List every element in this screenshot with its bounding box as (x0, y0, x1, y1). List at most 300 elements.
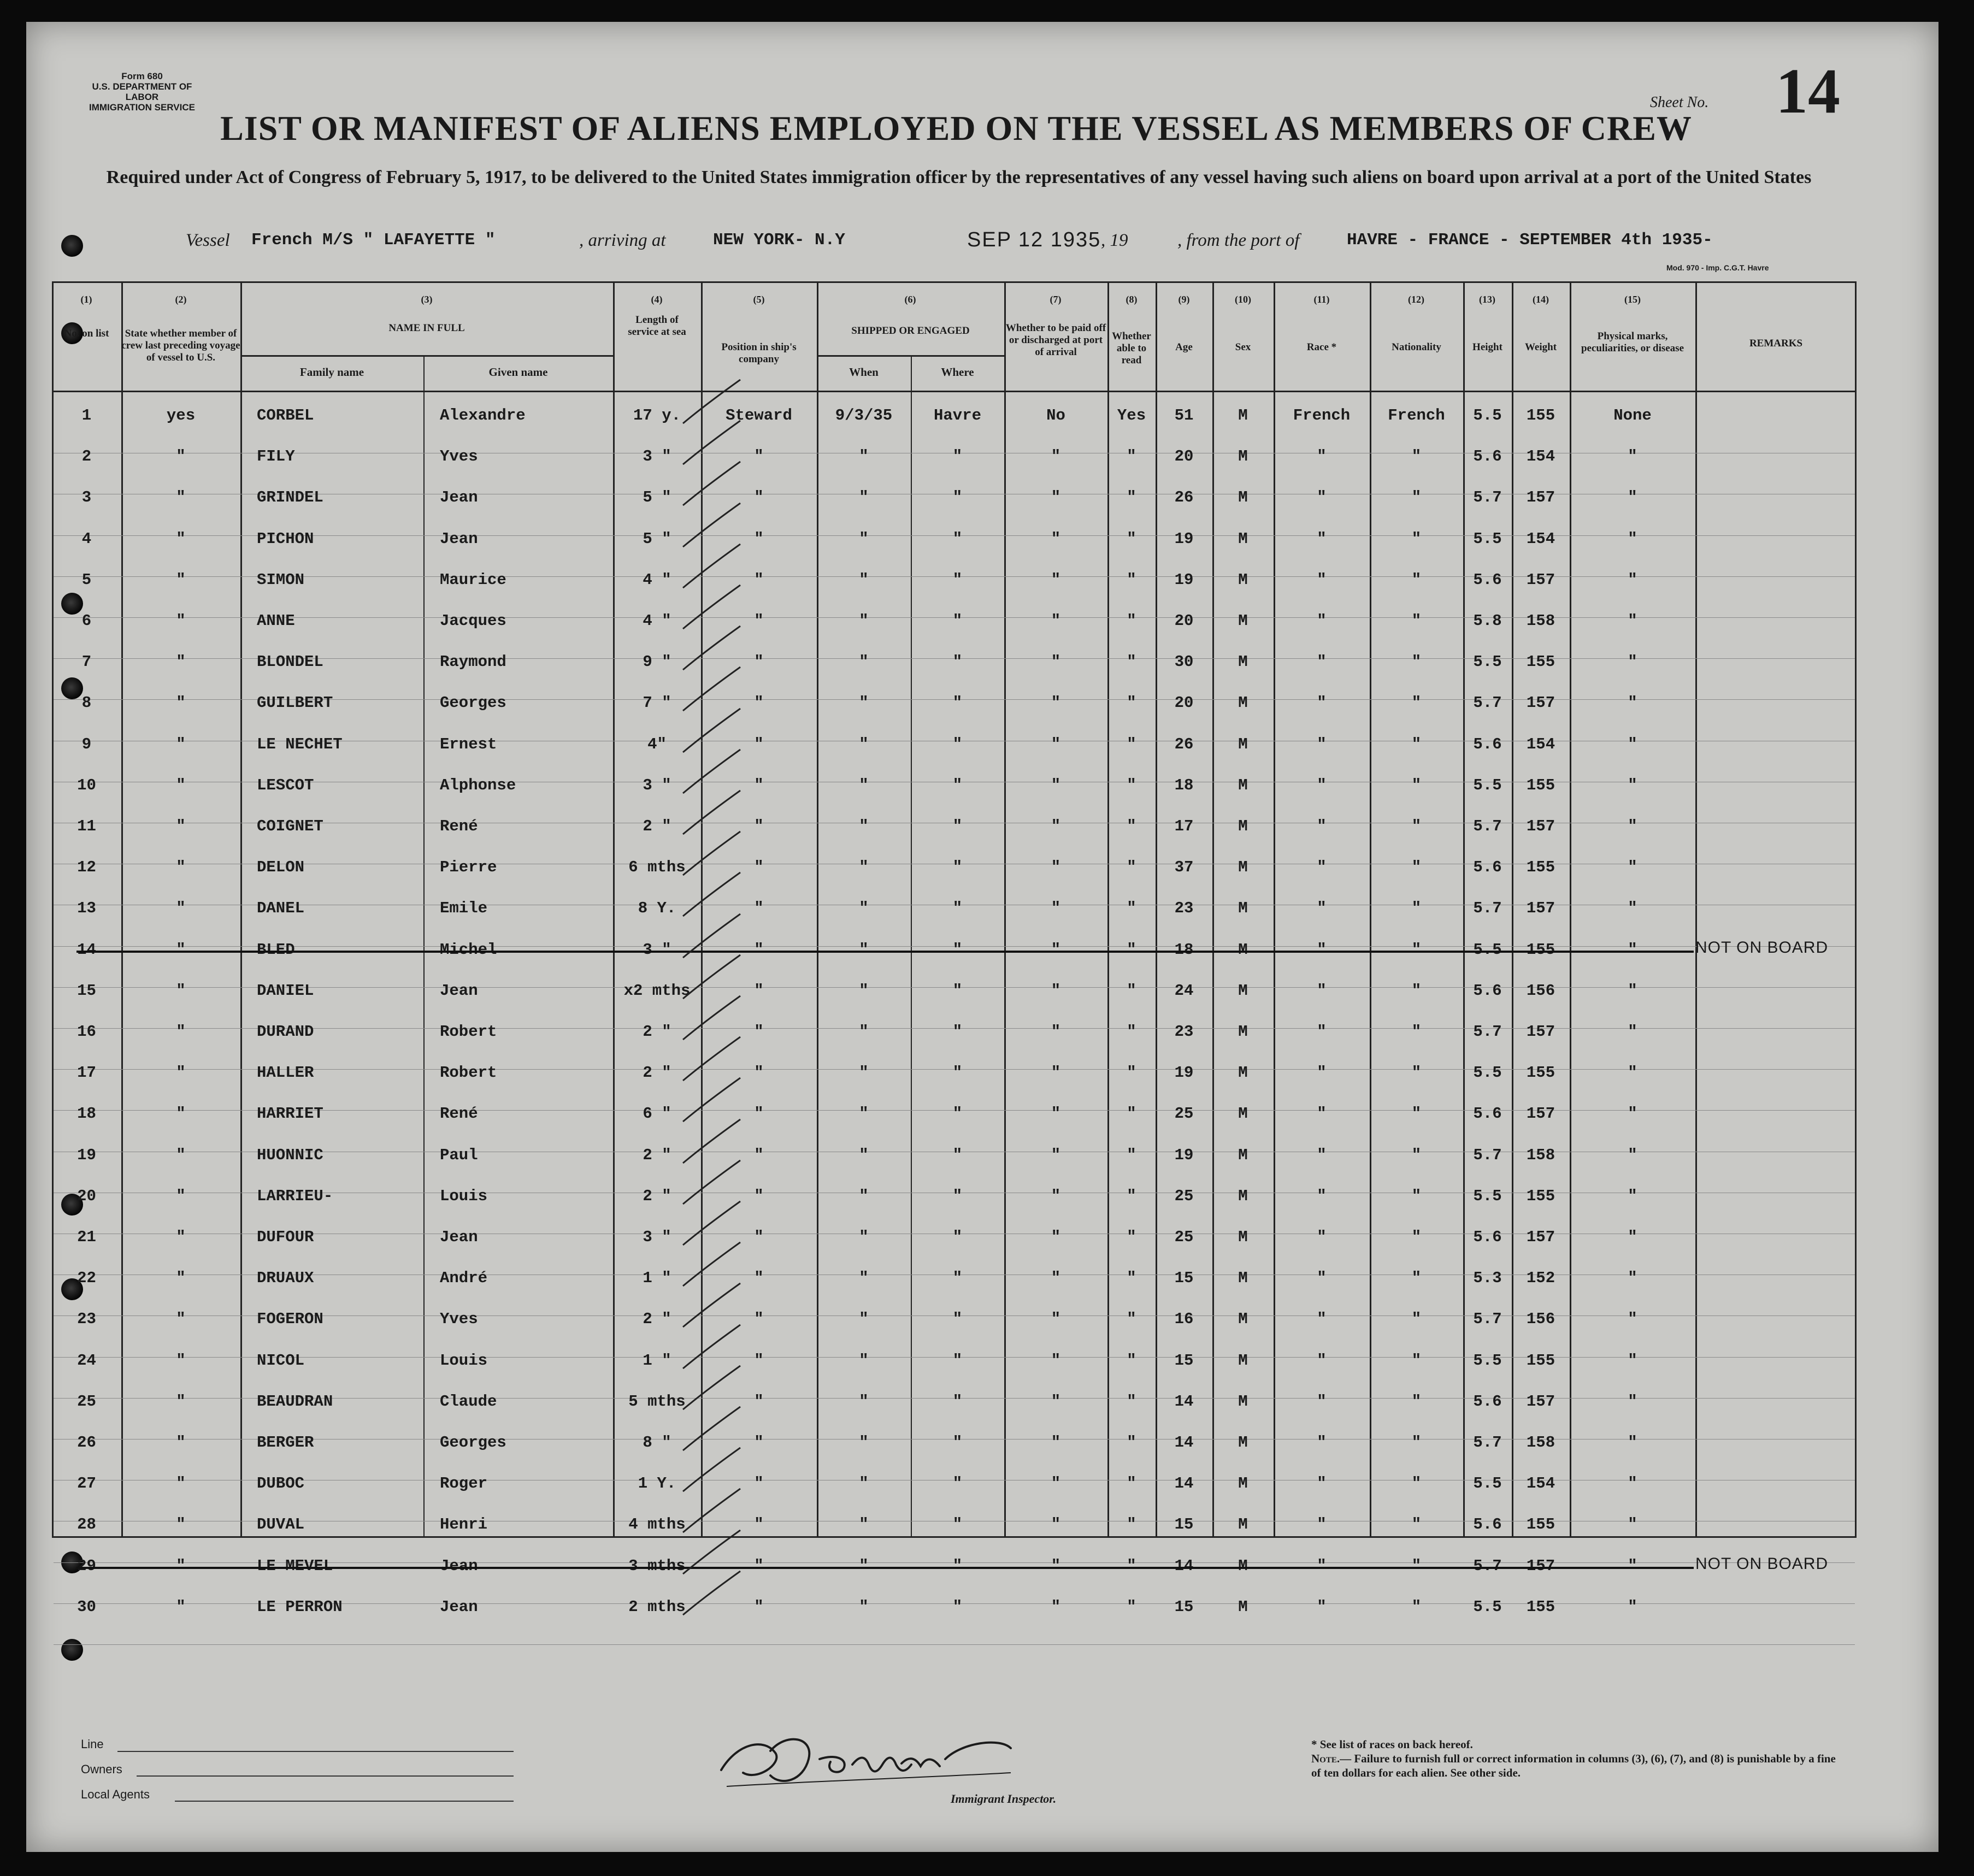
cell-shipped-where: " (952, 776, 963, 794)
cell-able-to-read: " (1127, 1269, 1136, 1288)
cell-shipped-where: " (952, 1146, 963, 1164)
cell-weight: 155 (1526, 1597, 1555, 1616)
cell-shipped-when: " (859, 1351, 869, 1370)
cell-shipped-where: " (952, 447, 963, 466)
cell-weight: 157 (1526, 694, 1555, 712)
cell-height: 5.7 (1473, 1310, 1502, 1329)
column-number: (12) (1408, 294, 1424, 305)
cell-nationality: " (1411, 488, 1422, 507)
cell-shipped-where: " (952, 1515, 963, 1534)
cell-length-of-service: 4" (647, 735, 667, 753)
cell-shipped-when: " (859, 1187, 869, 1205)
cell-length-of-service: 5 mths (628, 1392, 686, 1411)
header-race: Race * (1306, 341, 1337, 353)
header-age: Age (1175, 341, 1193, 353)
cell-length-of-service: 8 " (643, 1433, 671, 1452)
cell-shipped-when: " (859, 1269, 869, 1288)
cell-position: Steward (726, 406, 792, 424)
column-number: (6) (904, 294, 916, 305)
cell-family-name: HUONNIC (257, 1146, 323, 1164)
cell-given-name: Jean (440, 1556, 478, 1575)
cell-row-number: 5 (81, 570, 92, 589)
cell-shipped-where: " (952, 1474, 963, 1493)
cell-family-name: NICOL (257, 1351, 305, 1370)
cell-paid-off: " (1051, 1105, 1061, 1123)
cell-family-name: DURAND (257, 1023, 314, 1041)
cell-height: 5.6 (1473, 570, 1502, 589)
cell-shipped-when: " (859, 817, 869, 835)
cell-age: 15 (1174, 1269, 1194, 1288)
cell-physical-marks: " (1628, 1269, 1637, 1288)
cell-remarks: NOT ON BOARD (1695, 938, 1829, 957)
sheet-number-label: Sheet No. (1650, 94, 1709, 111)
cell-given-name: René (440, 817, 478, 835)
printer-note: Mod. 970 - Imp. C.G.T. Havre (1666, 263, 1769, 272)
cell-row-number: 30 (77, 1597, 96, 1616)
cell-position: " (754, 1515, 764, 1534)
cell-weight: 155 (1526, 1515, 1555, 1534)
cell-shipped-where: " (952, 488, 963, 507)
cell-given-name: Louis (440, 1187, 488, 1205)
cell-race: " (1317, 529, 1327, 548)
cell-length-of-service: 2 " (643, 1023, 671, 1041)
cell-paid-off: " (1051, 1515, 1061, 1534)
cell-physical-marks: " (1628, 776, 1637, 794)
cell-nationality: " (1411, 1269, 1422, 1288)
cell-given-name: André (440, 1269, 488, 1288)
cell-length-of-service: 9 " (643, 653, 671, 671)
cell-family-name: DUBOC (257, 1474, 305, 1493)
cell-nationality: " (1411, 1597, 1422, 1616)
cell-row-number: 3 (81, 488, 92, 507)
cell-previous-voyage: " (176, 1187, 186, 1205)
cell-age: 14 (1174, 1556, 1194, 1575)
cell-nationality: " (1411, 1187, 1422, 1205)
cell-race: " (1317, 817, 1327, 835)
cell-length-of-service: x2 mths (623, 981, 691, 1000)
cell-given-name: Roger (440, 1474, 488, 1493)
cell-paid-off: " (1051, 981, 1061, 1000)
cell-row-number: 7 (81, 653, 92, 671)
cell-nationality: " (1411, 981, 1422, 1000)
cell-paid-off: " (1051, 447, 1061, 466)
cell-paid-off: " (1051, 1146, 1061, 1164)
cell-given-name: Yves (440, 447, 478, 466)
cell-age: 15 (1174, 1515, 1194, 1534)
cell-age: 25 (1174, 1187, 1194, 1205)
header-no-on-list: No. on list (64, 328, 109, 339)
cell-shipped-when: " (859, 447, 869, 466)
cell-height: 5.8 (1473, 612, 1502, 630)
cell-given-name: René (440, 1105, 478, 1123)
header-nationality: Nationality (1392, 341, 1441, 353)
cell-nationality: " (1411, 1105, 1422, 1123)
cell-able-to-read: " (1127, 1433, 1136, 1452)
cell-sex: M (1238, 1310, 1248, 1329)
cell-race: " (1317, 653, 1327, 671)
cell-sex: M (1238, 858, 1248, 877)
cell-shipped-when: " (859, 653, 869, 671)
cell-able-to-read: " (1127, 776, 1136, 794)
cell-shipped-where: " (952, 612, 963, 630)
header-where: Where (941, 365, 974, 379)
cell-age: 15 (1174, 1351, 1194, 1370)
cell-length-of-service: 5 " (643, 488, 671, 507)
cell-shipped-when: " (859, 1433, 869, 1452)
cell-given-name: Jean (440, 529, 478, 548)
cell-shipped-where: " (952, 653, 963, 671)
cell-race: " (1317, 1556, 1327, 1575)
cell-height: 5.5 (1473, 653, 1502, 671)
cell-nationality: " (1411, 1433, 1422, 1452)
cell-nationality: " (1411, 694, 1422, 712)
cell-length-of-service: 4 " (643, 612, 671, 630)
cell-shipped-where: " (952, 1433, 963, 1452)
cell-sex: M (1238, 1597, 1248, 1616)
column-number: (3) (421, 294, 433, 305)
cell-nationality: " (1411, 1556, 1422, 1575)
form-number: Form 680 (121, 71, 163, 81)
cell-weight: 154 (1526, 1474, 1555, 1493)
cell-able-to-read: Yes (1117, 406, 1146, 424)
form-identifier (82, 71, 202, 113)
cell-height: 5.5 (1473, 406, 1502, 424)
cell-weight: 155 (1526, 1351, 1555, 1370)
cell-paid-off: " (1051, 735, 1061, 753)
cell-physical-marks: " (1628, 1228, 1637, 1246)
header-paid-off: Whether to be paid off or discharged at port of arrival (1005, 322, 1106, 358)
cell-physical-marks: " (1628, 1392, 1637, 1411)
cell-race: " (1317, 735, 1327, 753)
cell-able-to-read: " (1127, 940, 1136, 959)
cell-row-number: 26 (77, 1433, 96, 1452)
cell-length-of-service: 1 " (643, 1351, 671, 1370)
cell-height: 5.7 (1473, 488, 1502, 507)
cell-shipped-where: " (952, 1310, 963, 1329)
cell-shipped-when: " (859, 1310, 869, 1329)
cell-paid-off: " (1051, 612, 1061, 630)
cell-age: 24 (1174, 981, 1194, 1000)
cell-race: " (1317, 612, 1327, 630)
cell-age: 19 (1174, 570, 1194, 589)
cell-position: " (754, 1023, 764, 1041)
cell-weight: 157 (1526, 1392, 1555, 1411)
cell-length-of-service: 2 " (643, 1064, 671, 1082)
cell-row-number: 25 (77, 1392, 96, 1411)
cell-given-name: Robert (440, 1023, 497, 1041)
cell-paid-off: " (1051, 1351, 1061, 1370)
footer-local-agents-label: Local Agents (81, 1787, 150, 1801)
cell-paid-off: " (1051, 570, 1061, 589)
punch-hole (61, 1639, 83, 1661)
cell-given-name: Jean (440, 1597, 478, 1616)
cell-physical-marks: " (1628, 1556, 1637, 1575)
header-height: Height (1472, 341, 1502, 353)
cell-able-to-read: " (1127, 653, 1136, 671)
cell-height: 5.7 (1473, 899, 1502, 918)
from-port: HAVRE - FRANCE - SEPTEMBER 4th 1935- (1347, 231, 1713, 250)
page-title: LIST OR MANIFEST OF ALIENS EMPLOYED ON THE VESSEL AS MEMBERS OF CREW (220, 109, 1692, 148)
cell-nationality: " (1411, 1146, 1422, 1164)
header-shipped-or-engaged: SHIPPED OR ENGAGED (851, 325, 970, 337)
cell-length-of-service: 3 " (643, 940, 671, 959)
footer-owners-label: Owners (81, 1762, 122, 1776)
cell-family-name: CORBEL (257, 406, 314, 424)
cell-height: 5.6 (1473, 1228, 1502, 1246)
cell-able-to-read: " (1127, 1023, 1136, 1041)
cell-given-name: Michel (440, 940, 497, 959)
cell-able-to-read: " (1127, 1105, 1136, 1123)
cell-able-to-read: " (1127, 529, 1136, 548)
inspector-signature (705, 1721, 1022, 1797)
cell-race: " (1317, 1433, 1327, 1452)
cell-age: 23 (1174, 1023, 1194, 1041)
cell-able-to-read: " (1127, 735, 1136, 753)
cell-sex: M (1238, 653, 1248, 671)
cell-shipped-where: " (952, 1228, 963, 1246)
cell-shipped-where: " (952, 899, 963, 918)
cell-family-name: DUVAL (257, 1515, 305, 1534)
cell-able-to-read: " (1127, 899, 1136, 918)
cell-previous-voyage: " (176, 1474, 186, 1493)
header-weight: Weight (1524, 341, 1557, 353)
cell-paid-off: " (1051, 1556, 1061, 1575)
cell-race: " (1317, 1269, 1327, 1288)
cell-physical-marks: " (1628, 488, 1637, 507)
cell-race: " (1317, 570, 1327, 589)
cell-able-to-read: " (1127, 447, 1136, 466)
cell-paid-off: " (1051, 1228, 1061, 1246)
cell-age: 18 (1174, 940, 1194, 959)
header-given-name: Given name (488, 365, 548, 379)
cell-age: 17 (1174, 817, 1194, 835)
cell-physical-marks: " (1628, 694, 1637, 712)
cell-age: 14 (1174, 1433, 1194, 1452)
cell-physical-marks: " (1628, 570, 1637, 589)
cell-length-of-service: 1 Y. (638, 1474, 676, 1493)
cell-able-to-read: " (1127, 1392, 1136, 1411)
cell-nationality: " (1411, 1064, 1422, 1082)
cell-race: " (1317, 858, 1327, 877)
cell-length-of-service: 2 " (643, 817, 671, 835)
cell-row-number: 1 (81, 406, 92, 424)
cell-nationality: " (1411, 653, 1422, 671)
column-number: (13) (1479, 294, 1495, 305)
cell-physical-marks: " (1628, 1351, 1637, 1370)
cell-previous-voyage: " (176, 1310, 186, 1329)
header-when: When (849, 365, 879, 379)
cell-age: 19 (1174, 529, 1194, 548)
cell-paid-off: " (1051, 1023, 1061, 1041)
cell-weight: 155 (1526, 406, 1555, 424)
cell-able-to-read: " (1127, 612, 1136, 630)
cell-race: French (1293, 406, 1351, 424)
cell-weight: 158 (1526, 612, 1555, 630)
cell-age: 18 (1174, 776, 1194, 794)
cell-row-number: 17 (77, 1064, 96, 1082)
races-note: * See list of races on back hereof. (1311, 1738, 1473, 1751)
cell-paid-off: " (1051, 940, 1061, 959)
cell-family-name: FILY (257, 447, 295, 466)
column-number: (10) (1235, 294, 1251, 305)
cell-family-name: DANIEL (257, 981, 314, 1000)
cell-height: 5.5 (1473, 1187, 1502, 1205)
cell-nationality: " (1411, 1228, 1422, 1246)
cell-given-name: Emile (440, 899, 488, 918)
cell-shipped-where: " (952, 1023, 963, 1041)
cell-family-name: BEAUDRAN (257, 1392, 333, 1411)
cell-position: " (754, 1433, 764, 1452)
cell-shipped-where: " (952, 1597, 963, 1616)
cell-row-number: 15 (77, 981, 96, 1000)
header-physical-marks: Physical marks, peculiarities, or disease (1581, 331, 1684, 354)
service-name: IMMIGRATION SERVICE (89, 102, 195, 113)
cell-length-of-service: 4 mths (628, 1515, 686, 1534)
cell-previous-voyage: " (176, 1392, 186, 1411)
cell-paid-off: " (1051, 488, 1061, 507)
cell-family-name: SIMON (257, 570, 305, 589)
cell-length-of-service: 2 " (643, 1187, 671, 1205)
cell-shipped-when: " (859, 1023, 869, 1041)
cell-physical-marks: " (1628, 899, 1637, 918)
cell-physical-marks: " (1628, 529, 1637, 548)
cell-position: " (754, 1556, 764, 1575)
cell-nationality: " (1411, 529, 1422, 548)
cell-previous-voyage: " (176, 1023, 186, 1041)
cell-race: " (1317, 1597, 1327, 1616)
cell-physical-marks: " (1628, 1515, 1637, 1534)
column-number: (9) (1178, 294, 1190, 305)
cell-position: " (754, 1187, 764, 1205)
cell-able-to-read: " (1127, 694, 1136, 712)
cell-row-number: 8 (81, 694, 92, 712)
cell-previous-voyage: " (176, 488, 186, 507)
column-number: (14) (1533, 294, 1549, 305)
cell-position: " (754, 1392, 764, 1411)
cell-paid-off: " (1051, 1392, 1061, 1411)
department-name: U.S. DEPARTMENT OF LABOR (92, 81, 192, 102)
cell-position: " (754, 735, 764, 753)
cell-previous-voyage: " (176, 1515, 186, 1534)
cell-able-to-read: " (1127, 570, 1136, 589)
cell-position: " (754, 529, 764, 548)
cell-previous-voyage: " (176, 653, 186, 671)
note-label: Note.— (1311, 1752, 1352, 1765)
cell-weight: 155 (1526, 940, 1555, 959)
cell-physical-marks: " (1628, 1146, 1637, 1164)
cell-shipped-where: " (952, 1269, 963, 1288)
cell-family-name: DRUAUX (257, 1269, 314, 1288)
cell-row-number: 23 (77, 1310, 96, 1329)
cell-race: " (1317, 1392, 1327, 1411)
footer-note (1311, 1737, 1836, 1780)
cell-sex: M (1238, 981, 1248, 1000)
cell-shipped-when: " (859, 694, 869, 712)
cell-nationality: " (1411, 1515, 1422, 1534)
cell-given-name: Robert (440, 1064, 497, 1082)
cell-sex: M (1238, 1228, 1248, 1246)
cell-nationality: " (1411, 1351, 1422, 1370)
cell-sex: M (1238, 1392, 1248, 1411)
cell-age: 20 (1174, 612, 1194, 630)
cell-age: 16 (1174, 1310, 1194, 1329)
cell-shipped-when: " (859, 899, 869, 918)
cell-previous-voyage: " (176, 447, 186, 466)
cell-age: 20 (1174, 447, 1194, 466)
cell-weight: 157 (1526, 1105, 1555, 1123)
cell-able-to-read: " (1127, 488, 1136, 507)
cell-weight: 156 (1526, 981, 1555, 1000)
cell-weight: 154 (1526, 735, 1555, 753)
cell-sex: M (1238, 529, 1248, 548)
cell-given-name: Jean (440, 488, 478, 507)
cell-height: 5.5 (1473, 940, 1502, 959)
cell-weight: 157 (1526, 1023, 1555, 1041)
cell-nationality: " (1411, 899, 1422, 918)
cell-row-number: 28 (77, 1515, 96, 1534)
cell-row-number: 22 (77, 1269, 96, 1288)
cell-remarks: NOT ON BOARD (1695, 1554, 1829, 1573)
cell-height: 5.5 (1473, 1351, 1502, 1370)
cell-able-to-read: " (1127, 1228, 1136, 1246)
cell-weight: 157 (1526, 1228, 1555, 1246)
cell-physical-marks: " (1628, 735, 1637, 753)
cell-nationality: " (1411, 1310, 1422, 1329)
cell-weight: 152 (1526, 1269, 1555, 1288)
cell-sex: M (1238, 612, 1248, 630)
cell-shipped-when: " (859, 529, 869, 548)
cell-shipped-where: " (952, 1105, 963, 1123)
cell-physical-marks: " (1628, 653, 1637, 671)
cell-previous-voyage: " (176, 776, 186, 794)
cell-previous-voyage: " (176, 1228, 186, 1246)
cell-height: 5.5 (1473, 1064, 1502, 1082)
cell-shipped-when: " (859, 1228, 869, 1246)
cell-height: 5.7 (1473, 694, 1502, 712)
cell-race: " (1317, 1023, 1327, 1041)
cell-row-number: 9 (81, 735, 92, 753)
cell-length-of-service: 2 " (643, 1310, 671, 1329)
cell-paid-off: " (1051, 1597, 1061, 1616)
cell-sex: M (1238, 817, 1248, 835)
cell-race: " (1317, 694, 1327, 712)
cell-row-number: 10 (77, 776, 96, 794)
cell-shipped-where: " (952, 1351, 963, 1370)
cell-able-to-read: " (1127, 1064, 1136, 1082)
cell-length-of-service: 4 " (643, 570, 671, 589)
cell-shipped-where: " (952, 529, 963, 548)
column-number: (11) (1313, 294, 1330, 305)
cell-previous-voyage: " (176, 1105, 186, 1123)
cell-height: 5.7 (1473, 1146, 1502, 1164)
cell-shipped-when: " (859, 1064, 869, 1082)
cell-paid-off: " (1051, 1310, 1061, 1329)
cell-row-number: 16 (77, 1023, 96, 1041)
cell-age: 19 (1174, 1064, 1194, 1082)
column-number: (2) (175, 294, 187, 305)
cell-nationality: " (1411, 612, 1422, 630)
cell-given-name: Jacques (440, 612, 506, 630)
cell-nationality: " (1411, 858, 1422, 877)
cell-position: " (754, 1474, 764, 1493)
cell-given-name: Georges (440, 1433, 506, 1452)
cell-shipped-where: " (952, 570, 963, 589)
cell-position: " (754, 570, 764, 589)
cell-able-to-read: " (1127, 1556, 1136, 1575)
cell-family-name: LE PERRON (257, 1597, 343, 1616)
cell-sex: M (1238, 940, 1248, 959)
cell-row-number: 14 (77, 940, 96, 959)
